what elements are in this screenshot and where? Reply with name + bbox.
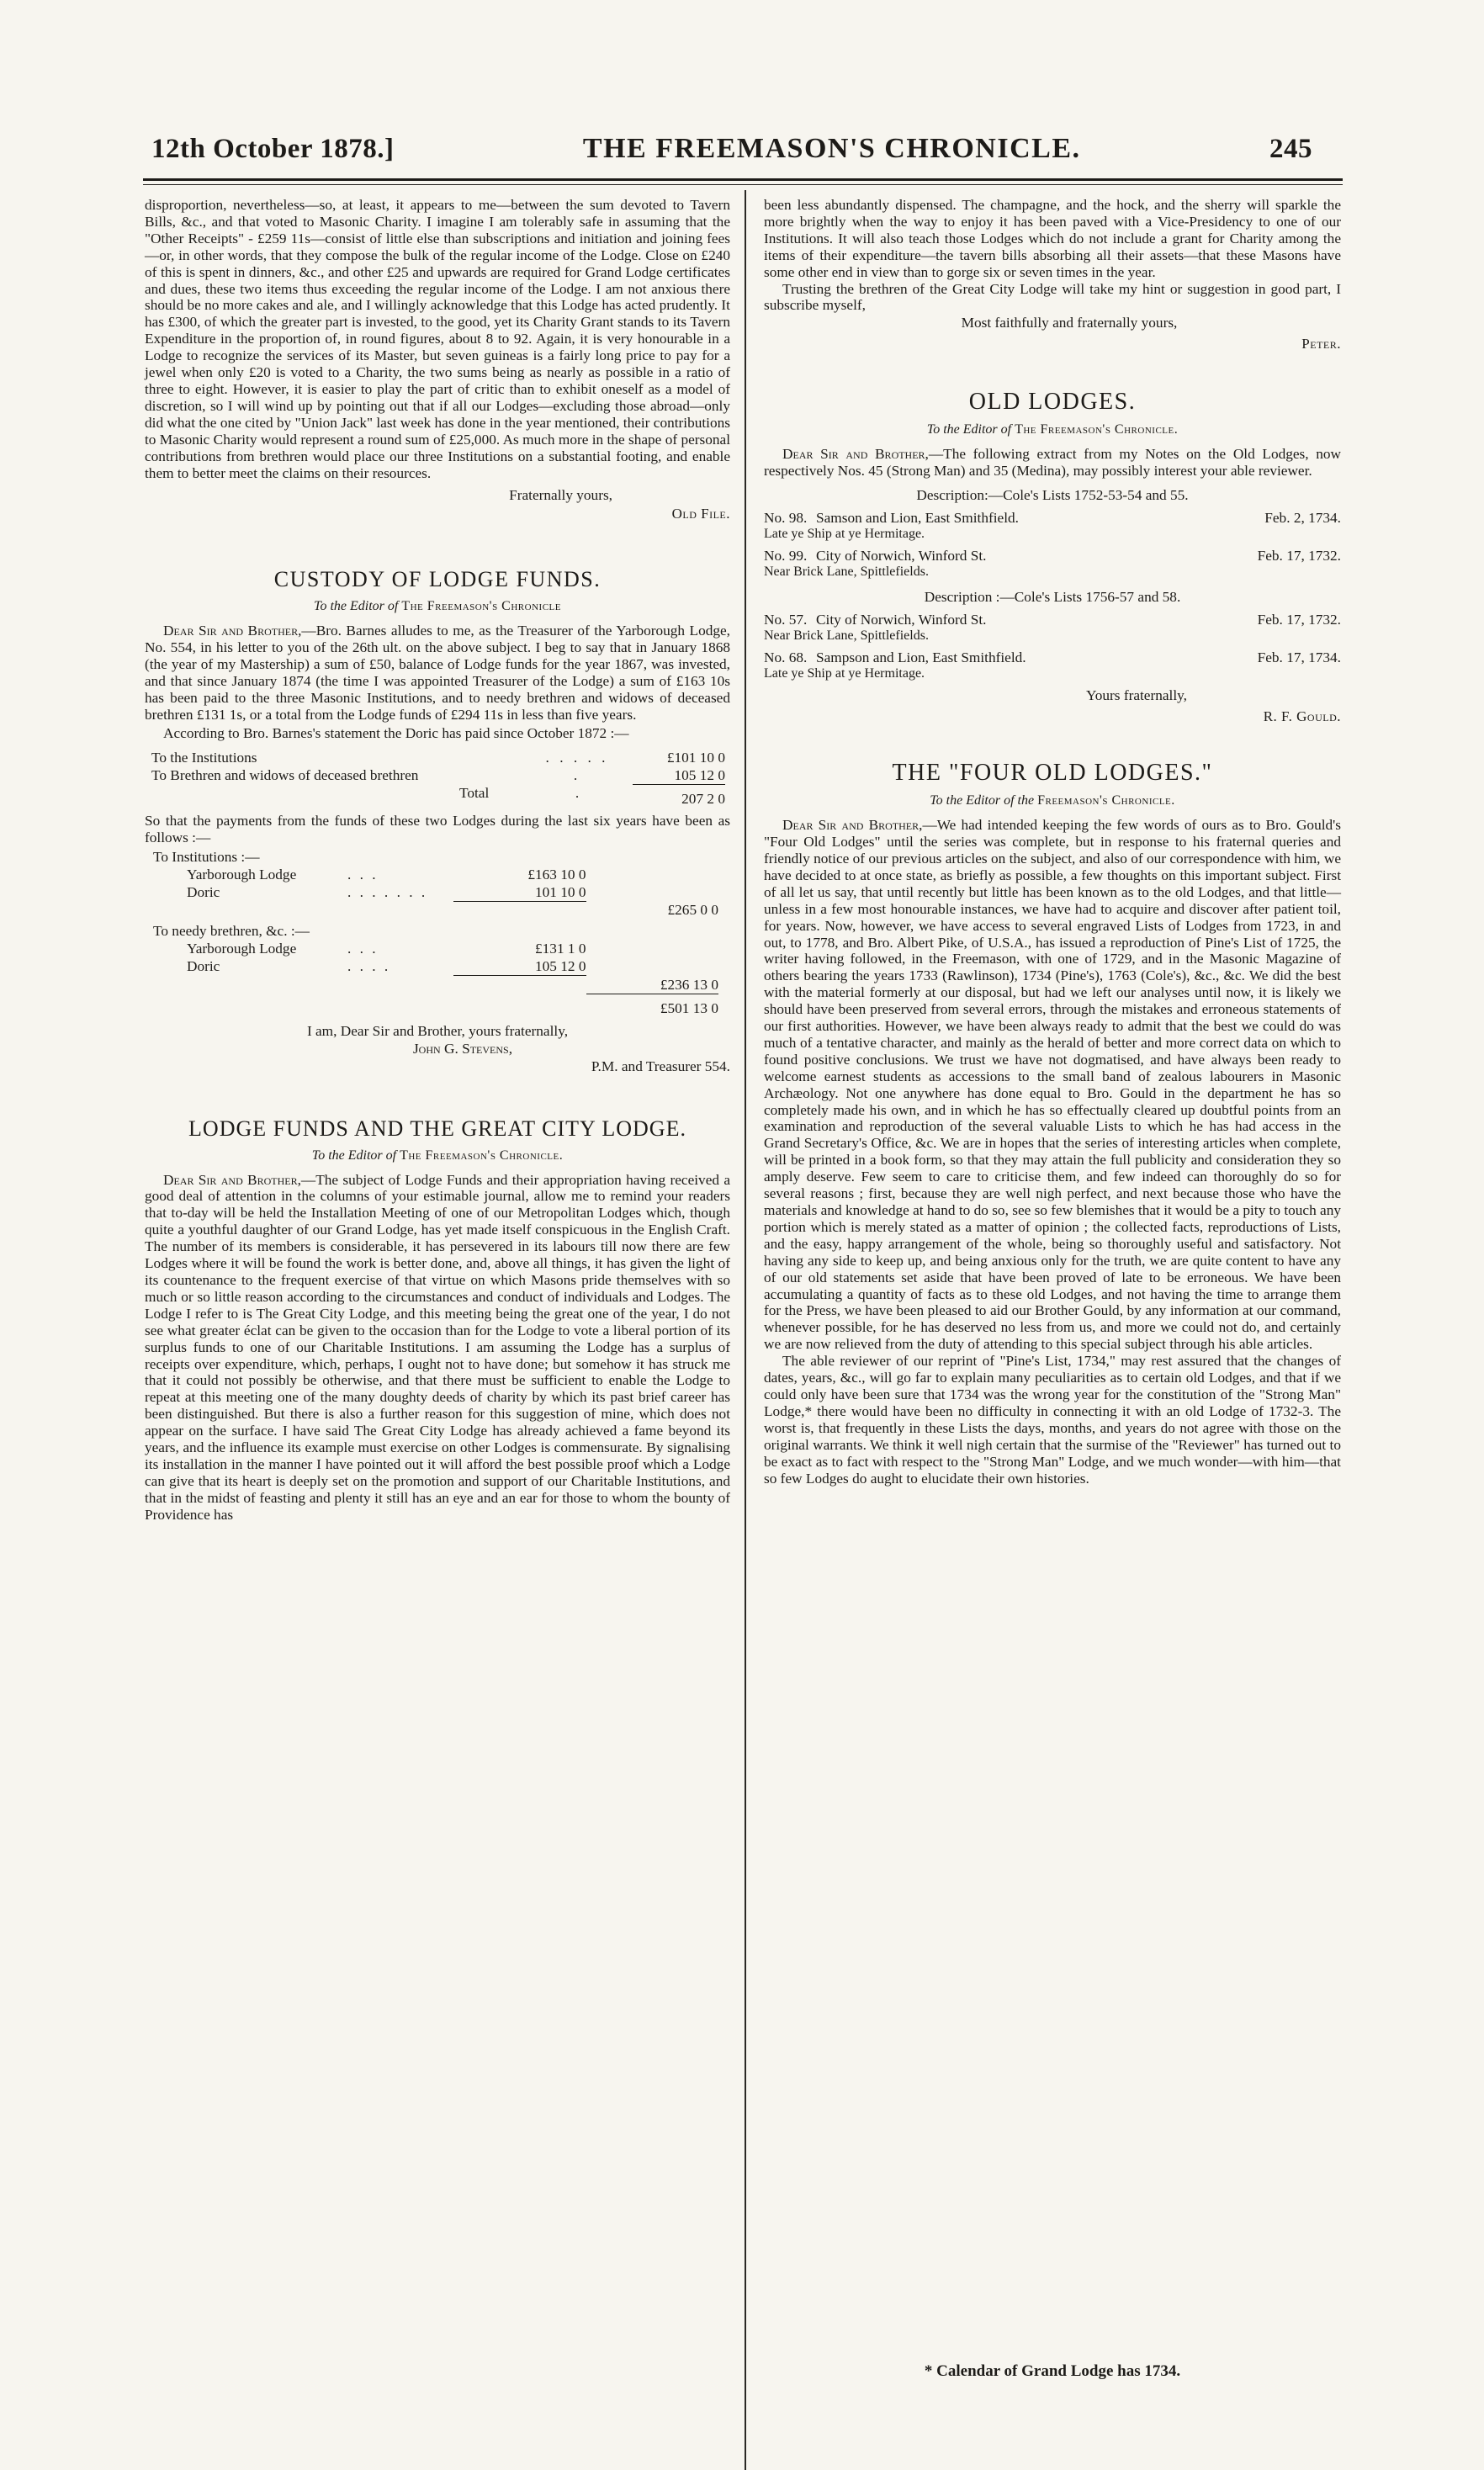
right-column [764,197,1341,1487]
salutation: Dear Sir and Brother, [782,817,923,834]
row-amount: £101 10 0 [666,749,725,766]
empty-cell [586,883,719,902]
masthead-rule [143,178,1343,181]
article-heading: CUSTODY OF LODGE FUNDS. [273,567,602,592]
brethren-total-row [153,976,718,994]
doric-row [151,749,725,766]
left-column [145,197,730,1524]
row-amount: £131 1 0 [535,941,586,957]
grand-total: £501 13 0 [586,994,719,1017]
article-paragraph [145,1172,730,1524]
page-number: 245 [1269,134,1312,164]
lodge-location: Late ye Ship at ye Hermitage. [764,527,925,542]
lodge-entry-line [764,611,1341,628]
lodge-name: City of Norwich, Winford St. [816,548,987,564]
description-line: Description :—Cole's Lists 1756-57 and 58. [924,589,1181,606]
lodge-date: Feb. 17, 1732. [1257,548,1341,564]
to-editor-paper: The Freemason's Chronicle. [400,1148,564,1163]
lodge-entry [764,649,1341,681]
lodge-entry-line [764,649,1341,666]
doric-payments-table [151,749,725,808]
paragraph-text: —Bro. Barnes alludes to me, as the Treasurer of the Yarborough Lodge, No. 554, in his letter to you of the 26th ult. on the above subject. I beg to say that in January 1868 (the year of my Mastership) a sum of £50, balance of Lodge funds for the year 1867, was invested, and that since January 1874 (the time I was appointed Treasurer of the Lodge) a sum of £163 10s has been paid to the three Masonic Institutions, and to needy brethren and widows of deceased brethren £131 1s, or a total from the Lodge funds of £294 11s in less than five years. [145,623,730,723]
to-editor-line [764,421,1341,439]
row-dots: . [573,766,581,783]
masthead [151,125,1312,165]
to-editor-paper: Freemason's Chronicle. [1037,793,1175,808]
article-paragraph: Trusting the brethren of the Great City Lodge will take my hint or suggestion in good part, I subscribe myself, [764,280,1341,314]
lodge-date: Feb. 2, 1734. [1264,510,1341,527]
lodge-entry-line [764,547,1341,564]
institutions-table [153,866,718,920]
letter-signature: John G. Stevens, [412,1040,513,1057]
lodge-location: Near Brick Lane, Spittlefields. [764,564,929,580]
lodge-name: Samson and Lion, East Smithfield. [816,510,1019,527]
article-old-lodges [764,389,1341,726]
article-paragraph: The able reviewer of our reprint of "Pine's List, 1734," may rest assured that the changes of dates, years, &c., will go far to explain many peculiarities as to certain old Lodges, and that if we could only have been sure that 1734 was the wrong year for the constitution of the "Strong Man" Lodge,* there would have been no difficulty in connecting it with an old Lodge of 1732-3. The worst is, that frequently in these Lists the days, months, and years do not agree with those on the original warrants. We think it well nigh certain that the surmise of the "Reviewer" has turned out to be exact as to fact with respect to the "Strong Man" Lodge, and we much wonder—with him—that so few Lodges do aught to elucidate their own histories. [764,1353,1341,1487]
signature-title: P.M. and Treasurer 554. [591,1057,730,1074]
issue-date: 12th October 1878.] [151,134,395,164]
doric-row [151,766,725,785]
salutation: Dear Sir and Brother, [163,623,302,639]
masthead-rule-thin [143,184,1343,185]
lodge-entries [764,611,1341,681]
lodge-date: Feb. 17, 1732. [1257,612,1341,628]
footnote: * Calendar of Grand Lodge has 1734. [924,2362,1181,2380]
salutation: Dear Sir and Brother, [163,1171,301,1188]
to-editor-prefix: To the Editor of [314,599,399,614]
article-paragraph [145,623,730,723]
letter-closing: Most faithfully and fraternally yours, [961,315,1178,331]
newspaper-title: THE FREEMASON'S CHRONICLE. [582,133,1081,164]
lodge-name: Yarborough Lodge [187,866,297,883]
lodge-entry [764,509,1341,542]
to-editor-paper: The Freemason's Chronicle. [1015,422,1179,437]
brethren-total: £236 13 0 [660,976,718,993]
article-paragraph: According to Bro. Barnes's statement the Doric has paid since October 1872 :— [163,724,629,741]
total-dot: . [575,785,580,802]
article-paragraph: So that the payments from the funds of these two Lodges during the last six years have been as follows :— [145,812,730,845]
lodge-number: No. 99. [764,548,808,564]
description-line: Description:—Cole's Lists 1752-53-54 and 55. [916,487,1189,504]
institutions-label: To Institutions :— [153,848,260,865]
institutions-total: £265 0 0 [667,902,718,919]
paragraph-text: —The following extract from my Notes on the Old Lodges, now respectively Nos. 45 (Strong Man) and 35 (Medina), may possibly interest your able reviewer. [764,446,1341,480]
empty-cell [586,957,719,976]
lodge-name: Doric [187,883,220,900]
row-amount: 105 12 0 [535,958,586,975]
article-heading: OLD LODGES. [968,389,1137,416]
doric-total: 207 2 0 [633,784,725,808]
lodge-name: Sampson and Lion, East Smithfield. [816,649,1026,666]
empty-cell [586,866,719,883]
lodge-name: Yarborough Lodge [187,941,297,957]
row-label: To Brethren and widows of deceased brethren [151,766,419,783]
letter-signature: Peter. [1301,336,1341,352]
summary-row [153,940,718,957]
lodge-number: No. 98. [764,510,808,527]
row-dots: . . . . . [545,749,609,766]
article-heading: THE "FOUR OLD LODGES." [892,760,1213,787]
continued-letter-text: disproportion, nevertheless—so, at least, it appears to me—between the sum devoted to Tavern Bills, &c., and that voted to Masonic Charity. I imagine I am tolerably safe in assuming that the "Other Receipts" - £259 11s—consist of little else than subscriptions and initiation and joining fees—or, in other words, that they compose the bulk of the regular income of the Lodge. Close on £240 of this is spent in dinners, &c., and other £25 and upwards are required for Grand Lodge certificates and dues, these two items thus exceeding the regular income of the Lodge. I am not anxious there should be no more cakes and ale, and I willingly acknowledge that this Lodge has acted prudently. It has £300, of which the greater part is invested, to the good, yet its Charity Grant stands to its Tavern Expenditure in the proportion of, in round figures, about 8 to 92. Again, it is very honourable in a Lodge to recognize the services of its Master, but seven guineas is a fairly long price to pay for a jewel when only £20 is voted to a Charity, the two sums being as nearly as possible in a ratio of three to eight. However, it is easier to play the part of critic than to exhibit oneself as a model of discretion, so I will wind up by pointing out that if all our Lodges—excluding those abroad—only did what the one cited by "Union Jack" last week has done in the year mentioned, their contributions to Masonic Charity would represent a round sum of £25,000. As much more in the shape of personal contributions from brethren would place our three Institutions on a substantial footing, and enable them to better meet the claims on their resources. [145,197,730,481]
letter-closing: Yours fraternally, [1086,687,1187,704]
lodge-location: Near Brick Lane, Spittlefields. [764,628,929,644]
article-great-city [145,1116,730,1524]
to-editor-line [764,792,1341,810]
grand-total-row [153,994,718,1017]
paragraph-text: —We had intended keeping the few words of ours as to Bro. Gould's "Four Old Lodges" until the series was complete, but in response to his fraternal queries and friendly notice of our previous articles on the subject, and also of our correspondence with him, we have decided to at once state, as briefly as possible, a few thoughts on this important subject. First of all let us say, that until recently but little has been known as to the old Lodges, and that little—unless in a few most honourable instances, we have had to acquire and discover after patient toil, for years. Now, however, we have access to several engraved Lists of Lodges from 1723, in and out, to 1778, and Bro. Albert Pike, of U.S.A., has issued a reproduction of Pine's List of 1725, the writer having followed, in the Freemason, with one of 1729, and in the Masonic Magazine of others bearing the years 1733 (Rawlinson), 1734 (Pine's), 1763 (Cole's), &c., &c. We did the best with the material formerly at our disposal, but had we left our analyses until now, it is likely we should have been preserved from several errors, through the mistakes and erroneous statements of our first authorities. However, we have been always ready to admit that the best we could do was much of a tentative character, and mainly as the herald of better and more correct data on which to found positive conclusions. We trust we have not dogmatised, and have always been ready to welcome earnest students as accessions to the small band of zealous labourers in Masonic Archæology. Not one anywhere has done equal to Bro. Gould in the department he has so completely made his own, and in which he has so effectually cleared up doubtful points from an examination and reproduction of the several valuable Lists to which he has had access in the Grand Secretary's Office, &c. We are in hopes that the series of interesting articles when complete, will be printed in a book form, so that they may attain the full publicity and consideration they so amply deserve. Few seem to care to criticise them, and few indeed can thoroughly do so for several reasons ; first, because they are well nigh perfect, and next because those who have the materials and knowledge at hand to do so, see so few blemishes that it would be a pity to touch any portion which is merely stated as a matter of opinion ; the collected facts, reproductions of Lists, and the easy, happy arrangement of the whole, being so thoroughly useful and satisfactory. Not having any side to keep up, and being anxious only for the truth, we are quite content to have any of our old statements set aside that have been proved of late to be erroneous. We have been accumulating a quantity of facts as to these old Lodges, and not having the time to arrange them for the Press, we have been pleased to aid our Brother Gould, by any information at our command, whenever possible, for he has deserved no less from us, and more we could not do, and certainly we are now relieved from the duty of attending to this special subject through his able articles. [764,817,1341,1353]
letter-signature: Old File. [671,506,730,522]
article-paragraph [764,446,1341,480]
article-four-old-lodges [764,760,1341,1487]
lodge-date: Feb. 17, 1734. [1257,649,1341,666]
row-amount: £163 10 0 [527,866,586,883]
to-editor-line [145,1147,730,1165]
row-label: To the Institutions [151,749,257,766]
to-editor-prefix: To the Editor of [311,1148,397,1163]
to-editor-paper: The Freemason's Chronicle [401,599,561,614]
brethren-table [153,940,718,1017]
empty-cell [586,940,719,957]
lodge-entries [764,509,1341,580]
row-dots: . . . . . . . [347,883,428,900]
article-heading: LODGE FUNDS AND THE GREAT CITY LODGE. [188,1116,686,1141]
article-custody [145,567,730,1075]
lodge-entry [764,547,1341,580]
to-editor-line [145,597,730,616]
lodge-number: No. 57. [764,612,808,628]
letter-signature: R. F. Gould. [1263,708,1341,725]
summary-row [153,883,718,902]
doric-total-row [151,784,725,808]
row-amount: 101 10 0 [535,883,586,900]
payments-summary [153,848,730,1017]
continued-letter-text: been less abundantly dispensed. The champagne, and the hock, and the sherry will sparkle the more brightly when the way to enjoy it has been paved with a Vice-Presidency to one of our Institutions. It will also teach those Lodges which do not include a grant for Charity among the items of their expenditure—the tavern bills absorbing all their assets—that these Masons have some other end in view than to gorge six or seven times in the year. [764,197,1341,280]
row-dots: . . . . [347,958,391,975]
institutions-total-row [153,901,718,919]
to-editor-prefix: To the Editor of [926,422,1012,437]
lodge-name: Doric [187,958,220,975]
to-editor-prefix: To the Editor of the [930,793,1035,808]
summary-row [153,957,718,976]
article-paragraph [764,817,1341,1353]
letter-closing: I am, Dear Sir and Brother, yours fraternally, [306,1022,569,1039]
paragraph-text: —The subject of Lodge Funds and their appropriation having received a good deal of attention in the columns of your estimable journal, allow me to remind your readers that to-day will be held the Installation Meeting of one of our Metropolitan Lodges which, though quite a youthful daughter of our Grand Lodge, has yet made itself conspicuous in the English Craft. The number of its members is considerable, it has persevered in its labours till now there are few Lodges where it will be found the work is better done, and, above all things, it has given the light of its countenance to the frequent exercise of that virtue on which Masons pride themselves with so much or so little reason according to the circumstances and conduct of individuals and Lodges. The Lodge I refer to is The Great City Lodge, and this meeting being the great one of the year, I do not see what greater éclat can be given to the occasion than for the Lodge to vote a liberal portion of its surplus funds to one of our Charitable Institutions. I am assuming the Lodge has a surplus of receipts over expenditure, which, perhaps, I ought not to have done; but somehow it has struck me that it could not possibly be otherwise, and that there must be sufficient to enable the Lodge to repeat at this meeting one of the many doughty deeds of charity by which its past brief career has been distinguished. But there is also a further reason for this suggestion of mine, which does not appear on the surface. I have said The Great City Lodge has already achieved a fame beyond its years, and the influence its example must exercise on other Lodges is commensurate. By signalising its installation in the manner I have pointed out it will afford the best possible proof which a Lodge can give that its heart is deeply set on the promotion and support of our Charitable Institutions, and that in the midst of feasting and plenty it still has an eye and an ear for those to whom the bounty of Providence has [145,1171,731,1523]
row-dots: . . . [347,941,379,957]
letter-closing: Fraternally yours, [509,487,612,504]
column-divider [745,190,746,2470]
lodge-entry [764,611,1341,644]
summary-row [153,866,718,883]
row-dots: . . . [347,866,379,883]
lodge-number: No. 68. [764,649,808,666]
row-amount: 105 12 0 [674,766,725,783]
lodge-entry-line [764,509,1341,527]
salutation: Dear Sir and Brother, [782,446,929,463]
total-label: Total [459,785,490,802]
lodge-name: City of Norwich, Winford St. [816,612,987,628]
brethren-label: To needy brethren, &c. :— [153,923,310,940]
lodge-location: Late ye Ship at ye Hermitage. [764,666,925,681]
